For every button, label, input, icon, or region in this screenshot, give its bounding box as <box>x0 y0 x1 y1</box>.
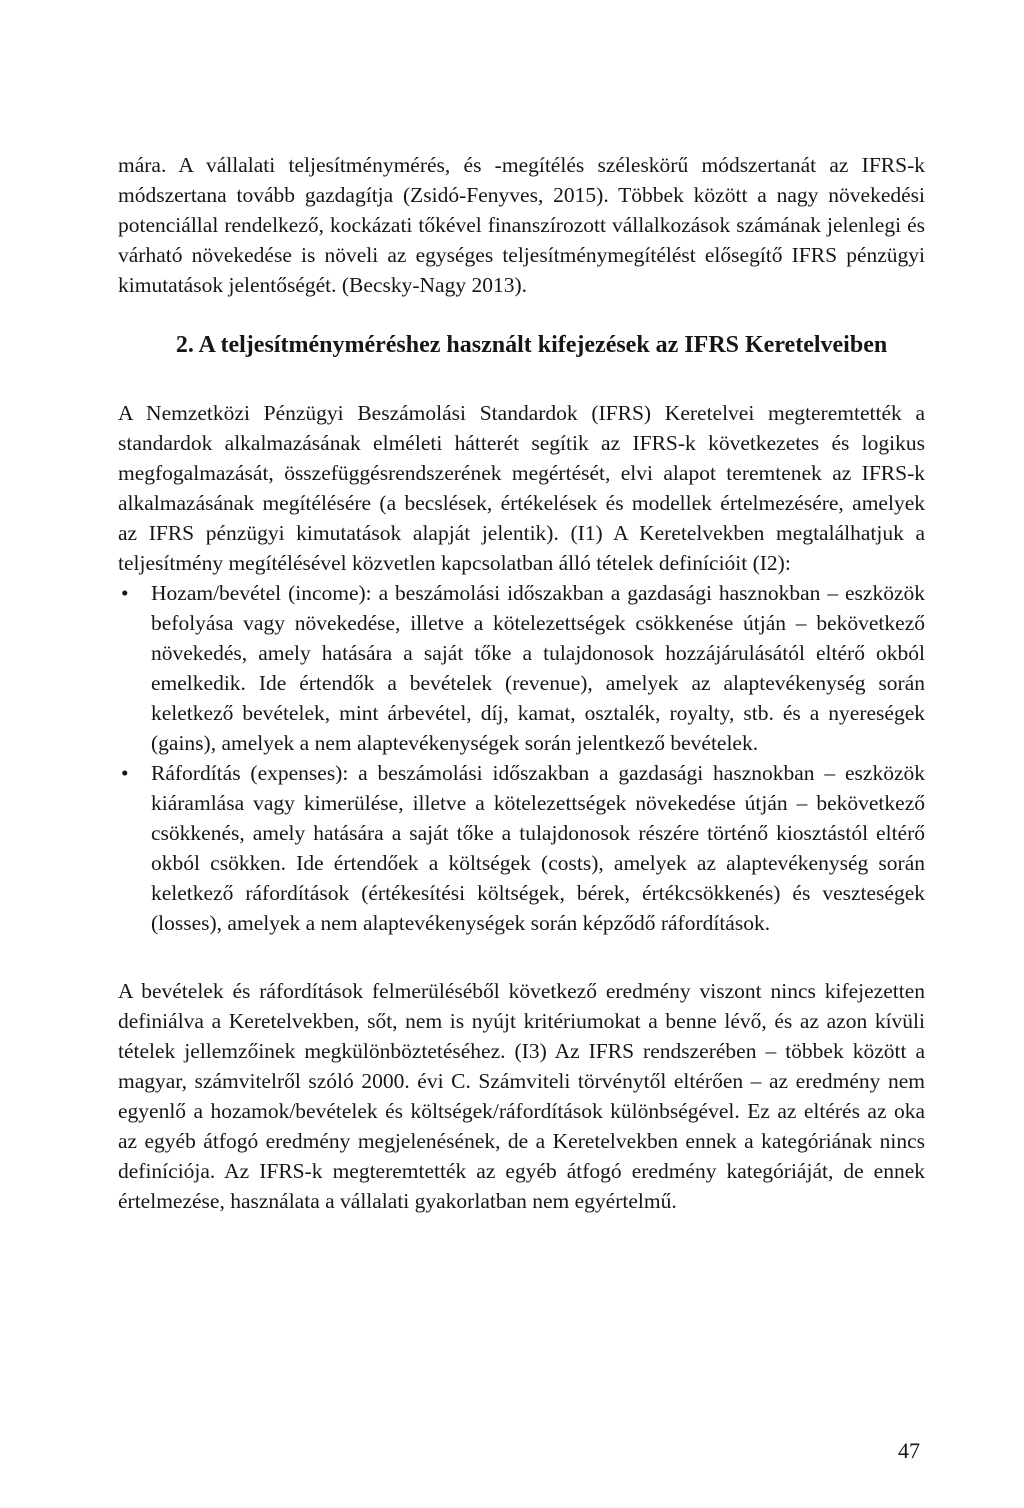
definition-expenses: Ráfordítás (expenses): a beszámolási időszakban a gazdasági hasznokban – eszközök kiáramlása vagy kimerülése, illetve a kötelezettségek növekedése útján – bekövetkező csökkenés, amely hatására a saját tőke a tulajdonosok részére történő kiosztástól eltérő okból csökken. Ide értendőek a költségek (costs), amelyek az alaptevékenység során keletkező ráfordítások (értékesítési költségek, bérek, értékcsökkenés) és veszteségek (losses), amelyek a nem alaptevékenységek során képződő ráfordítások. <box>151 761 925 935</box>
document-page <box>118 150 925 1216</box>
list-item <box>118 758 925 938</box>
definition-list <box>118 578 925 938</box>
page-number: 47 <box>898 1438 920 1463</box>
definition-income: Hozam/bevétel (income): a beszámolási időszakban a gazdasági hasznokban – eszközök befolyása vagy növekedése, illetve a kötelezettségek csökkenése útján – bekövetkező növekedés, amely hatására a saját tőke a tulajdonosok hozzájárulásától eltérő okból emelkedik. Ide értendők a bevételek (revenue), amelyek az alaptevékenység során keletkező bevételek, mint árbevétel, díj, kamat, osztalék, royalty, stb. és a nyereségek (gains), amelyek a nem alaptevékenységek során jelentkező bevételek. <box>151 581 925 755</box>
intro-paragraph: mára. A vállalati teljesítménymérés, és -megítélés széleskörű módszertanát az IFRS-k módszertana tovább gazdagítja (Zsidó-Fenyves, 2015). Többek között a nagy növekedési potenciállal rendelkező, kockázati tőkével finanszírozott vállalkozások számának jelenlegi és várható növekedése is növeli az egységes teljesítménymegítélést elősegítő IFRS pénzügyi kimutatások jelentőségét. (Becsky-Nagy 2013). <box>118 153 925 297</box>
section-paragraph: A Nemzetközi Pénzügyi Beszámolási Standardok (IFRS) Keretelvei megteremtették a standardok alkalmazásának elméleti hátterét segítik az IFRS-k következetes és logikus megfogalmazását, összefüggésrendszerének megértését, elvi alapot teremtenek az IFRS-k alkalmazásának megítélésére (a becslések, értékelések és modellek értelmezésére, amelyek az IFRS pénzügyi kimutatások alapját jelentik). (I1) A Keretelvekben megtalálhatjuk a teljesítmény megítélésével közvetlen kapcsolatban álló tételek definícióit (I2): <box>118 401 925 575</box>
list-item <box>118 578 925 758</box>
bullet-icon: • <box>121 761 129 785</box>
paragraph-spacer <box>118 938 925 976</box>
section-heading: 2. A teljesítményméréshez használt kifejezések az IFRS Keretelveiben <box>175 332 888 358</box>
bullet-icon: • <box>121 581 129 605</box>
closing-paragraph: A bevételek és ráfordítások felmerüléséből következő eredmény viszont nincs kifejezetten definiálva a Keretelvekben, sőt, nem is nyújt kritériumokat a benne lévő, és az azon kívüli tételek jellemzőinek megkülönböztetéséhez. (I3) Az IFRS rendszerében – többek között a magyar, számvitelről szóló 2000. évi C. Számviteli törvénytől eltérően – az eredmény nem egyenlő a hozamok/bevételek és költségek/ráfordítások különbségével. Ez az eltérés az oka az egyéb átfogó eredmény megjelenésének, de a Keretelvekben ennek a kategóriának nincs definíciója. Az IFRS-k megteremtették az egyéb átfogó eredmény kategóriáját, de ennek értelmezése, használata a vállalati gyakorlatban nem egyértelmű. <box>118 979 925 1213</box>
